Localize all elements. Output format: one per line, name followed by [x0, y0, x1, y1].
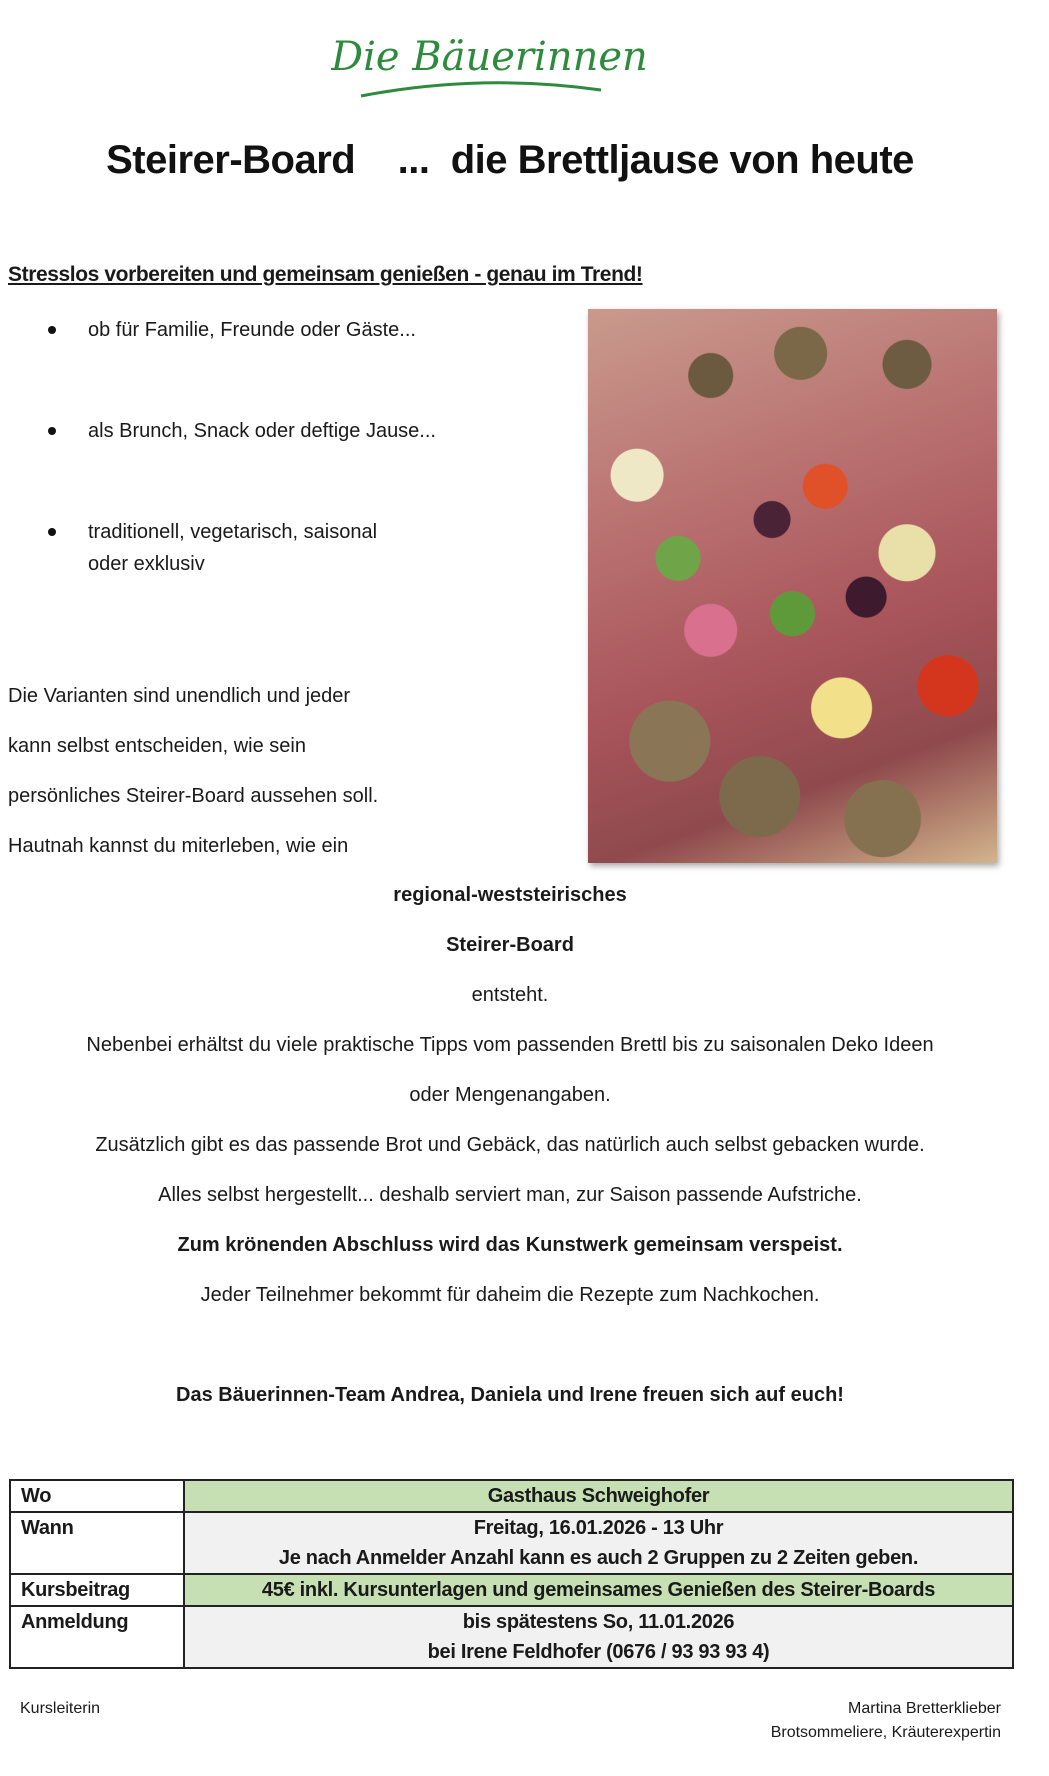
center-line: Zum krönenden Abschluss wird das Kunstwerk gemeinsam verspeist. — [177, 1234, 843, 1256]
table-row — [10, 1574, 1013, 1606]
logo-swoosh — [361, 83, 601, 96]
center-line: Alles selbst hergestellt... deshalb serviert man, zur Saison passende Aufstriche. — [158, 1184, 862, 1206]
instructor-name: Martina Bretterklieber — [848, 1700, 1001, 1717]
intro-line: kann selbst entscheiden, wie sein — [8, 735, 306, 757]
row-value: Freitag, 16.01.2026 - 13 Uhr Je nach Anmelder Anzahl kann es auch 2 Gruppen zu 2 Zeiten geben. — [184, 1512, 1013, 1574]
table-row — [10, 1480, 1013, 1512]
center-line: entsteht. — [471, 984, 549, 1006]
row-label: Wann — [10, 1512, 184, 1574]
row-value: 45€ inkl. Kursunterlagen und gemeinsames Genießen des Steirer-Boards — [184, 1574, 1013, 1606]
row-label: Wo — [10, 1480, 184, 1512]
bullet-icon — [48, 326, 56, 334]
center-line: Steirer-Board — [446, 934, 574, 956]
center-line: Zusätzlich gibt es das passende Brot und Gebäck, das natürlich auch selbst gebacken wurde. — [95, 1134, 925, 1156]
page-title: Steirer-Board ... die Brettljause von heute — [106, 138, 914, 182]
team-line: Das Bäuerinnen-Team Andrea, Daniela und Irene freuen sich auf euch! — [176, 1384, 844, 1406]
bullet-text: als Brunch, Snack oder deftige Jause... — [88, 420, 436, 442]
row-value: bis spätestens So, 11.01.2026 bei Irene Feldhofer (0676 / 93 93 93 4) — [184, 1606, 1013, 1668]
intro-line: Die Varianten sind unendlich und jeder — [8, 685, 351, 707]
course-info-table — [9, 1479, 1014, 1669]
center-line: Nebenbei erhältst du viele praktische Tipps vom passenden Brettl bis zu saisonalen Deko Ideen — [86, 1034, 934, 1056]
instructor-title: Brotsommeliere, Kräuterexpertin — [770, 1724, 1001, 1741]
bullet-icon — [48, 427, 56, 435]
table-row — [10, 1606, 1013, 1668]
food-board-photo — [588, 309, 997, 863]
center-line: regional-weststeirisches — [393, 884, 627, 906]
bullet-icon — [48, 528, 56, 536]
footer-left: Kursleiterin — [20, 1700, 101, 1717]
section-heading: Stresslos vorbereiten und gemeinsam genießen - genau im Trend! — [8, 263, 643, 286]
center-line: Jeder Teilnehmer bekommt für daheim die Rezepte zum Nachkochen. — [200, 1284, 820, 1306]
intro-line: Hautnah kannst du miterleben, wie ein — [8, 835, 349, 857]
row-label: Kursbeitrag — [10, 1574, 184, 1606]
table-row — [10, 1512, 1013, 1574]
bullet-text: traditionell, vegetarisch, saisonal oder exklusiv — [88, 521, 378, 575]
row-label: Anmeldung — [10, 1606, 184, 1668]
logo-text: Die Bäuerinnen. — [331, 34, 651, 80]
intro-line: persönliches Steirer-Board aussehen soll. — [8, 785, 379, 807]
logo — [331, 18, 651, 102]
bullet-text: ob für Familie, Freunde oder Gäste... — [88, 319, 416, 341]
row-value: Gasthaus Schweighofer — [184, 1480, 1013, 1512]
center-line: oder Mengenangaben. — [409, 1084, 611, 1106]
footer-right — [771, 1697, 1001, 1745]
